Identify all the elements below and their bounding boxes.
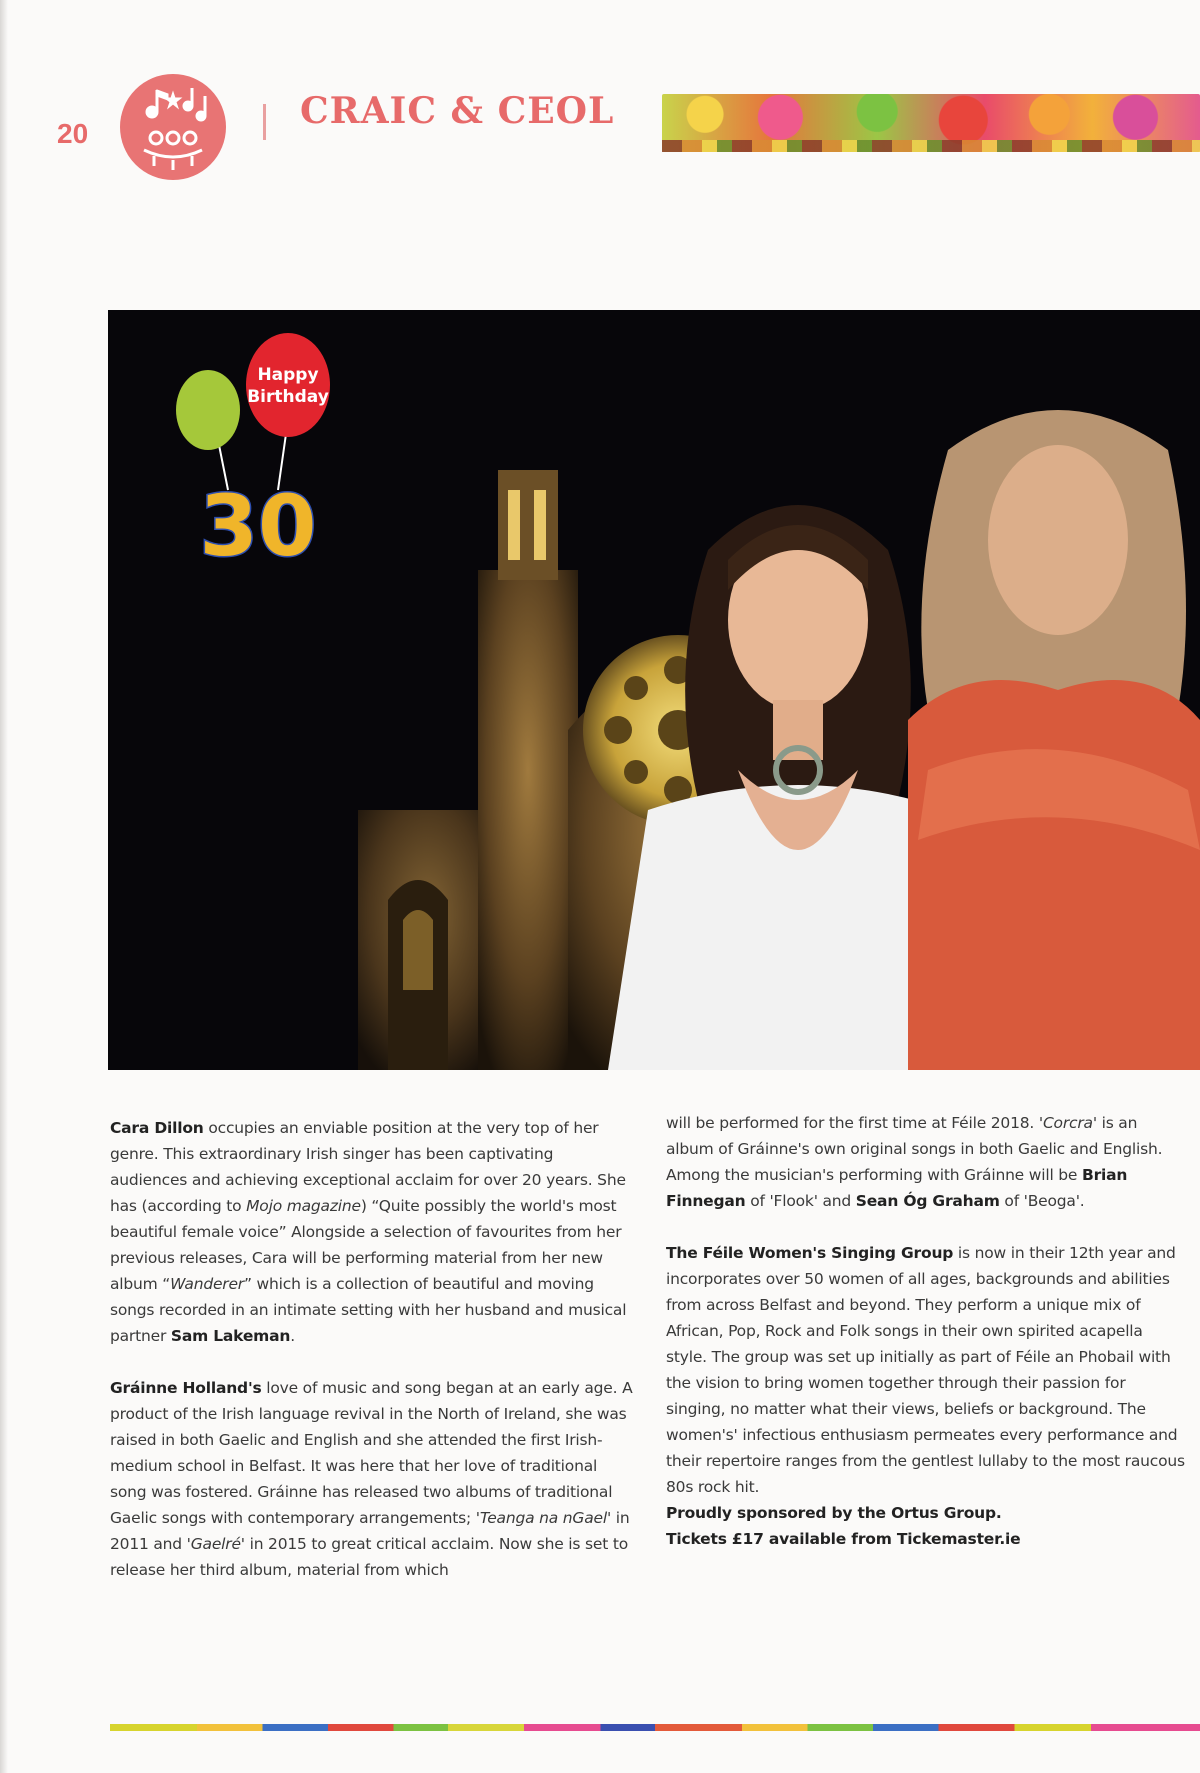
partner-name: Sam Lakeman xyxy=(170,1327,291,1345)
badge-text-bottom: Birthday xyxy=(247,387,329,407)
paragraph-text: occupies an enviable position at the very top of her genre. This extraordinary Irish singer has been captivating audiences and achieving exceptional acclaim for over 20 years. She has (according to xyxy=(110,1119,626,1215)
paragraph-grainne-holland xyxy=(110,1375,635,1583)
sponsor-line: Proudly sponsored by the Ortus Group. xyxy=(666,1504,1002,1522)
musician-name: Sean Óg Graham xyxy=(855,1192,1000,1210)
header-banner-strip xyxy=(662,140,1200,152)
paragraph-text: ) “Quite possibly the world's most beautiful female voice” Alongside a selection of favourites from her previous releases, Cara will be performing material from her new album “ xyxy=(110,1197,622,1293)
article-column-right xyxy=(666,1110,1186,1552)
paragraph-text: love of music and song began at an early age. A product of the Irish language revival in the North of Ireland, she was raised in both Gaelic and English and she attended the first Irish-medium school in Belfast. It was here that her love of traditional song was fostered. Gráinne has released two albums of traditional Gaelic songs with contemporary arrangements; ' xyxy=(110,1379,633,1527)
paragraph-cara-dillon xyxy=(110,1115,635,1349)
badge-text-top: Happy xyxy=(257,365,319,385)
bottom-color-strip xyxy=(110,1724,1200,1731)
paragraph-text: . xyxy=(290,1327,295,1345)
paragraph-text: ” which is a collection of beautiful and moving songs recorded in an intimate setting with her husband and musical partner xyxy=(110,1275,627,1345)
artist-name-grainne-holland: Gráinne Holland's xyxy=(110,1379,262,1397)
paragraph-feile-womens-group xyxy=(666,1240,1186,1500)
article-column-left xyxy=(110,1115,635,1609)
album-title: Teanga na nGael xyxy=(479,1509,607,1527)
magazine-name: Mojo magazine xyxy=(246,1197,361,1215)
paragraph-text: ' in 2015 to great critical acclaim. Now she is set to release her third album, material from which xyxy=(110,1535,628,1579)
album-title: Gaelré xyxy=(190,1535,241,1553)
paragraph-text: is now in their 12th year and incorporates over 50 women of all ages, backgrounds and abilities from across Belfast and beyond. They perform a unique mix of African, Pop, Rock and Folk songs in their own spirited acapella style. The group was set up initially as part of Féile an Phobail with the vision to bring women together through their passion for singing, no matter what their views, beliefs or background. The women's' infectious enthusiasm permeates every performance and their repertoire ranges from the gentlest lullaby to the most raucous 80s rock hit. xyxy=(666,1244,1185,1496)
artist-name-cara-dillon: Cara Dillon xyxy=(110,1119,204,1137)
paragraph-text: ' is an album of Gráinne's own original songs in both Gaelic and English. Among the musician's performing with Gráinne will be xyxy=(666,1114,1163,1184)
paragraph-text: of 'Flook' and xyxy=(745,1192,856,1210)
album-title: Wanderer xyxy=(170,1275,244,1293)
header-divider xyxy=(263,104,266,140)
paragraph-text: ' in 2011 and ' xyxy=(110,1509,630,1553)
musician-name: Brian Finnegan xyxy=(666,1166,1128,1210)
page-gutter-shadow xyxy=(0,0,8,1773)
paragraph-text: will be performed for the first time at Féile 2018. ' xyxy=(666,1114,1043,1132)
paragraph-text: of 'Beoga'. xyxy=(999,1192,1085,1210)
badge-number: 30 xyxy=(199,477,317,570)
tickets-line: Tickets £17 available from Tickemaster.ie xyxy=(666,1530,1021,1548)
music-notes-icon xyxy=(118,72,228,182)
paragraph-grainne-continued xyxy=(666,1110,1186,1214)
section-title: CRAIC & CEOL xyxy=(300,90,615,132)
performer-photo-right xyxy=(908,390,1200,1070)
happy-birthday-30-badge xyxy=(158,330,368,570)
hero-photo xyxy=(108,310,1200,1070)
group-name: The Féile Women's Singing Group xyxy=(666,1244,954,1262)
album-title: Corcra xyxy=(1042,1114,1093,1132)
page-number: 20 xyxy=(57,118,89,149)
